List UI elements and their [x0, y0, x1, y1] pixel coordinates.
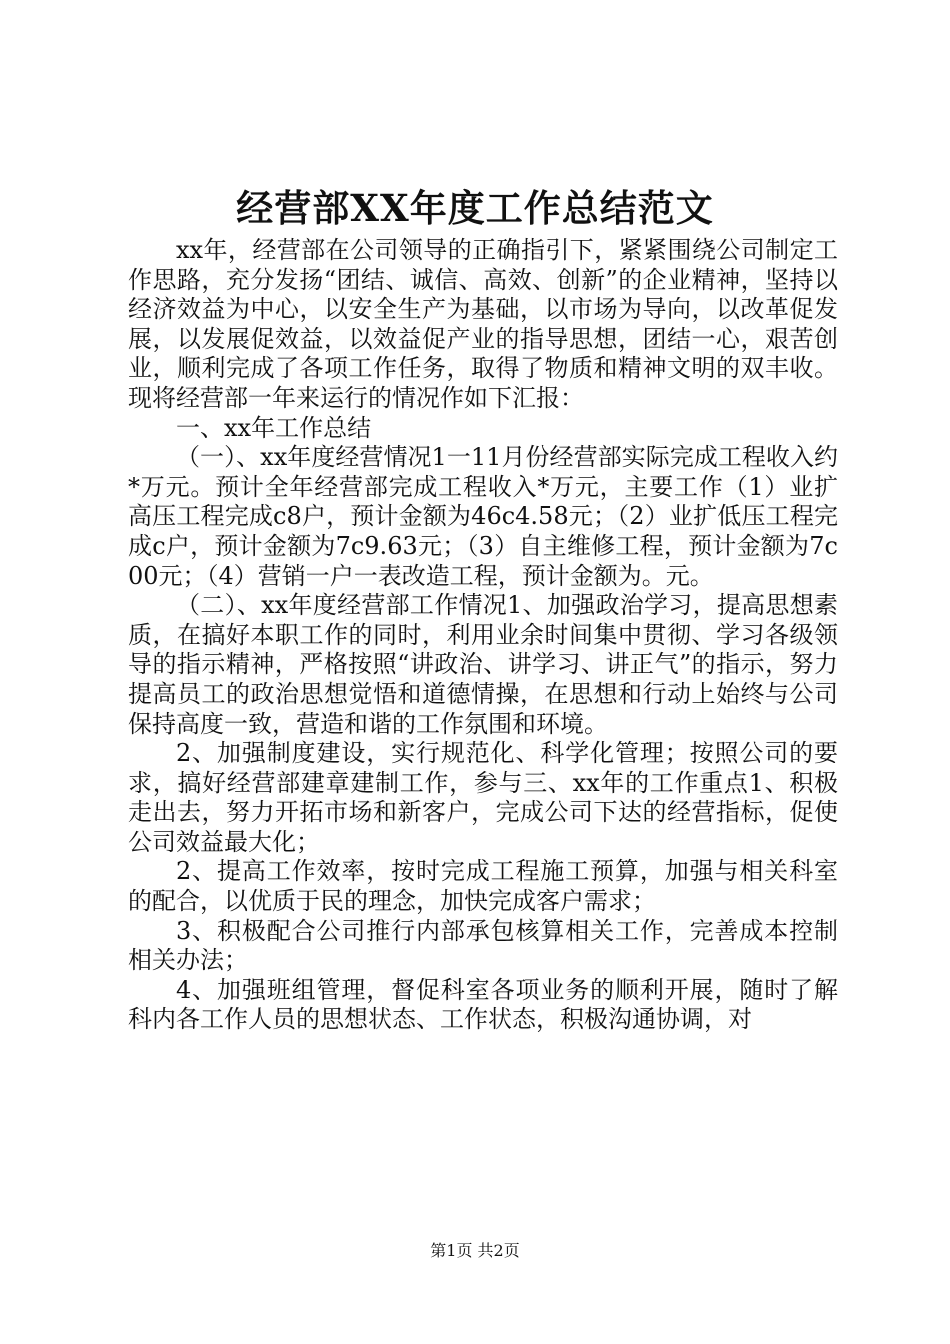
page-number-footer: 第1页 共2页 — [430, 1241, 520, 1260]
body-paragraph: 4、加强班组管理，督促科室各项业务的顺利开展，随时了解科内各工作人员的思想状态、工作状态，积极沟通协调，对 — [128, 975, 838, 1034]
document-title: 经营部XX年度工作总结范文 — [236, 186, 714, 230]
document-body — [128, 236, 838, 1035]
body-paragraph: （一）、xx年度经营情况1一11月份经营部实际完成工程收入约*万元。预计全年经营部完成工程收入*万元，主要工作（1）业扩高压工程完成c8户，预计金额为46c4.58元；（2）业扩低压工程完成c户，预计金额为7c9.63元；（3）自主维修工程，预计金额为7c00元；（4）营销一户一表改造工程，预计金额为。元。 — [128, 443, 838, 590]
body-paragraph: 2、提高工作效率，按时完成工程施工预算，加强与相关科室的配合，以优质于民的理念，加快完成客户需求； — [128, 857, 838, 916]
body-paragraph: 2、加强制度建设，实行规范化、科学化管理；按照公司的要求，搞好经营部建章建制工作，参与三、xx年的工作重点1、积极走出去，努力开拓市场和新客户，完成公司下达的经营指标，促使公司效益最大化； — [128, 739, 838, 856]
body-paragraph: （二）、xx年度经营部工作情况1、加强政治学习，提高思想素质，在搞好本职工作的同时，利用业余时间集中贯彻、学习各级领导的指示精神，严格按照“讲政治、讲学习、讲正气”的指示，努力提高员工的政治思想觉悟和道德情操，在思想和行动上始终与公司保持高度一致，营造和谐的工作氛围和环境。 — [128, 591, 838, 738]
body-paragraph: 3、积极配合公司推行内部承包核算相关工作，完善成本控制相关办法； — [128, 916, 838, 975]
intro-paragraph: xx年，经营部在公司领导的正确指引下，紧紧围绕公司制定工作思路，充分发扬“团结、诚信、高效、创新”的企业精神，坚持以经济效益为中心，以安全生产为基础，以市场为导向，以改革促发展，以发展促效益，以效益促产业的指导思想，团结一心，艰苦创业，顺利完成了各项工作任务，取得了物质和精神文明的双丰收。现将经营部一年来运行的情况作如下汇报： — [128, 236, 838, 412]
section-heading: 一、xx年工作总结 — [176, 413, 372, 442]
